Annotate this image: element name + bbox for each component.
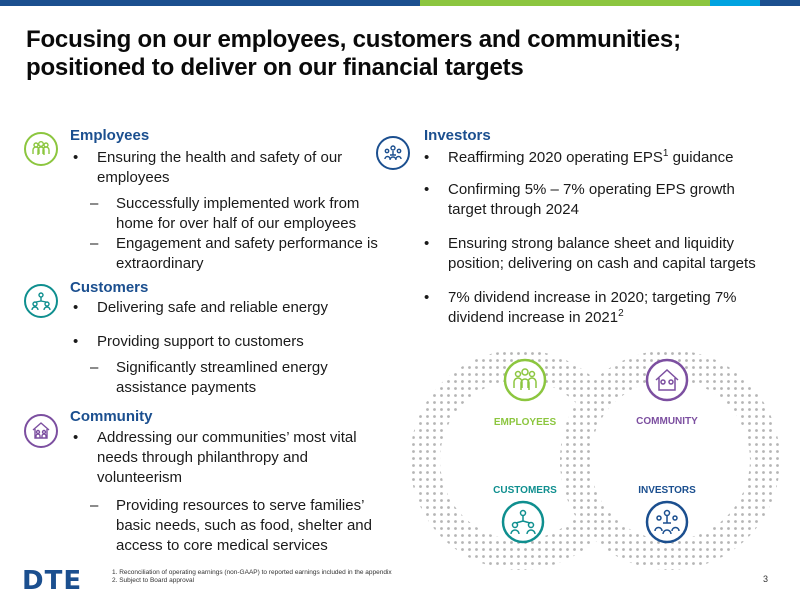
customers-bullet-2-text: Providing support to customers: [97, 333, 304, 350]
investors-bullet-1: • Reaffirming 2020 operating EPS$^1$ guidance: [424, 148, 734, 166]
top-bar-segment-cyan: [710, 0, 760, 6]
investors-bullet-4-text: 7% dividend increase in 2020; targeting 7% dividend increase in 2021: [448, 289, 737, 326]
top-bar-segment-navy: [0, 0, 420, 6]
community-sub-1-text: Providing resources to serve families’ basic needs, such as food, shelter and access to core medical services: [116, 497, 372, 554]
community-bullet-1: • Addressing our communities’ most vital needs through philanthropy and volunteerism: [73, 428, 373, 488]
investors-bullet-1-footnote-ref: 1: [662, 148, 669, 159]
investors-bullet-2-text: Confirming 5% – 7% operating EPS growth target through 2024: [448, 181, 735, 218]
page-number: 3: [763, 574, 769, 584]
community-bullet-1-text: Addressing our communities’ most vital needs through philanthropy and volunteerism: [97, 429, 357, 486]
diagram-investors-icon: [647, 502, 687, 542]
slide-title: [26, 26, 766, 82]
diagram-customers-icon: [503, 502, 543, 542]
investors-bullet-4-footnote-ref: 2: [618, 308, 624, 319]
investors-bullet-2: • Confirming 5% – 7% operating EPS growth target through 2024: [424, 180, 774, 220]
investors-bullet-3: • Ensuring strong balance sheet and liquidity position; delivering on cash and capital targets: [424, 234, 784, 274]
customers-heading: Customers: [70, 279, 149, 296]
top-bar-segment-navy-end: [760, 0, 800, 6]
investors-bullet-3-text: Ensuring strong balance sheet and liquidity position; delivering on cash and capital targets: [448, 235, 756, 272]
customers-bullet-1-text: Delivering safe and reliable energy: [97, 299, 328, 316]
investors-bullet-1-text: Reaffirming 2020 operating EPS: [448, 149, 663, 166]
employees-sub-1: – Successfully implemented work from home for over half of our employees: [90, 194, 380, 234]
employees-bullet-1: • Ensuring the health and safety of our employees: [73, 148, 373, 188]
employees-bullet-1-text: Ensuring the health and safety of our employees: [97, 149, 343, 186]
diagram-employees-label: EMPLOYEES: [493, 417, 557, 428]
dte-logo: DTE: [22, 566, 83, 596]
footnote-2: 2. Subject to Board approval: [112, 577, 195, 584]
community-heading: Community: [70, 408, 153, 425]
top-bar-segment-green: [420, 0, 710, 6]
diagram-community-icon: [647, 360, 687, 400]
stakeholder-diagram: [410, 350, 780, 575]
employees-sub-2-text: Engagement and safety performance is extraordinary: [116, 235, 378, 272]
diagram-community-label: COMMUNITY: [636, 416, 698, 427]
customers-bullet-1: • Delivering safe and reliable energy: [73, 298, 373, 318]
network-people-icon: [24, 284, 58, 318]
investors-bullet-1-text-end: guidance: [668, 149, 734, 166]
investor-group-icon: [376, 136, 410, 170]
people-group-icon: [24, 132, 58, 166]
footnote-1: 1. Reconciliation of operating earnings (non-GAAP) to reported earnings included in the appendix: [112, 569, 392, 576]
community-sub-1: – Providing resources to serve families’ basic needs, such as food, shelter and access to core medical services: [90, 496, 390, 556]
top-color-bar: [0, 0, 800, 6]
footnotes: [112, 569, 392, 585]
slide-title-line-2: positioned to deliver on our financial targets: [26, 54, 524, 81]
employees-sub-2: – Engagement and safety performance is extraordinary: [90, 234, 380, 274]
slide-title-line-1: Focusing on our employees, customers and communities;: [26, 26, 681, 53]
employees-sub-1-text: Successfully implemented work from home for over half of our employees: [116, 195, 360, 232]
house-people-icon: [24, 414, 58, 448]
customers-sub-1: – Significantly streamlined energy assistance payments: [90, 358, 360, 398]
investors-heading: Investors: [424, 127, 491, 144]
investors-bullet-4: • 7% dividend increase in 2020; targeting 7% dividend increase in 2021$^2$: [424, 289, 737, 326]
employees-heading: Employees: [70, 127, 150, 144]
customers-sub-1-text: Significantly streamlined energy assistance payments: [116, 359, 328, 396]
diagram-investors-label: INVESTORS: [638, 485, 696, 496]
diagram-customers-label: CUSTOMERS: [493, 485, 557, 496]
diagram-employees-icon: [505, 360, 545, 400]
customers-bullet-2: • Providing support to customers: [73, 332, 373, 352]
dotted-rings: [410, 350, 780, 575]
